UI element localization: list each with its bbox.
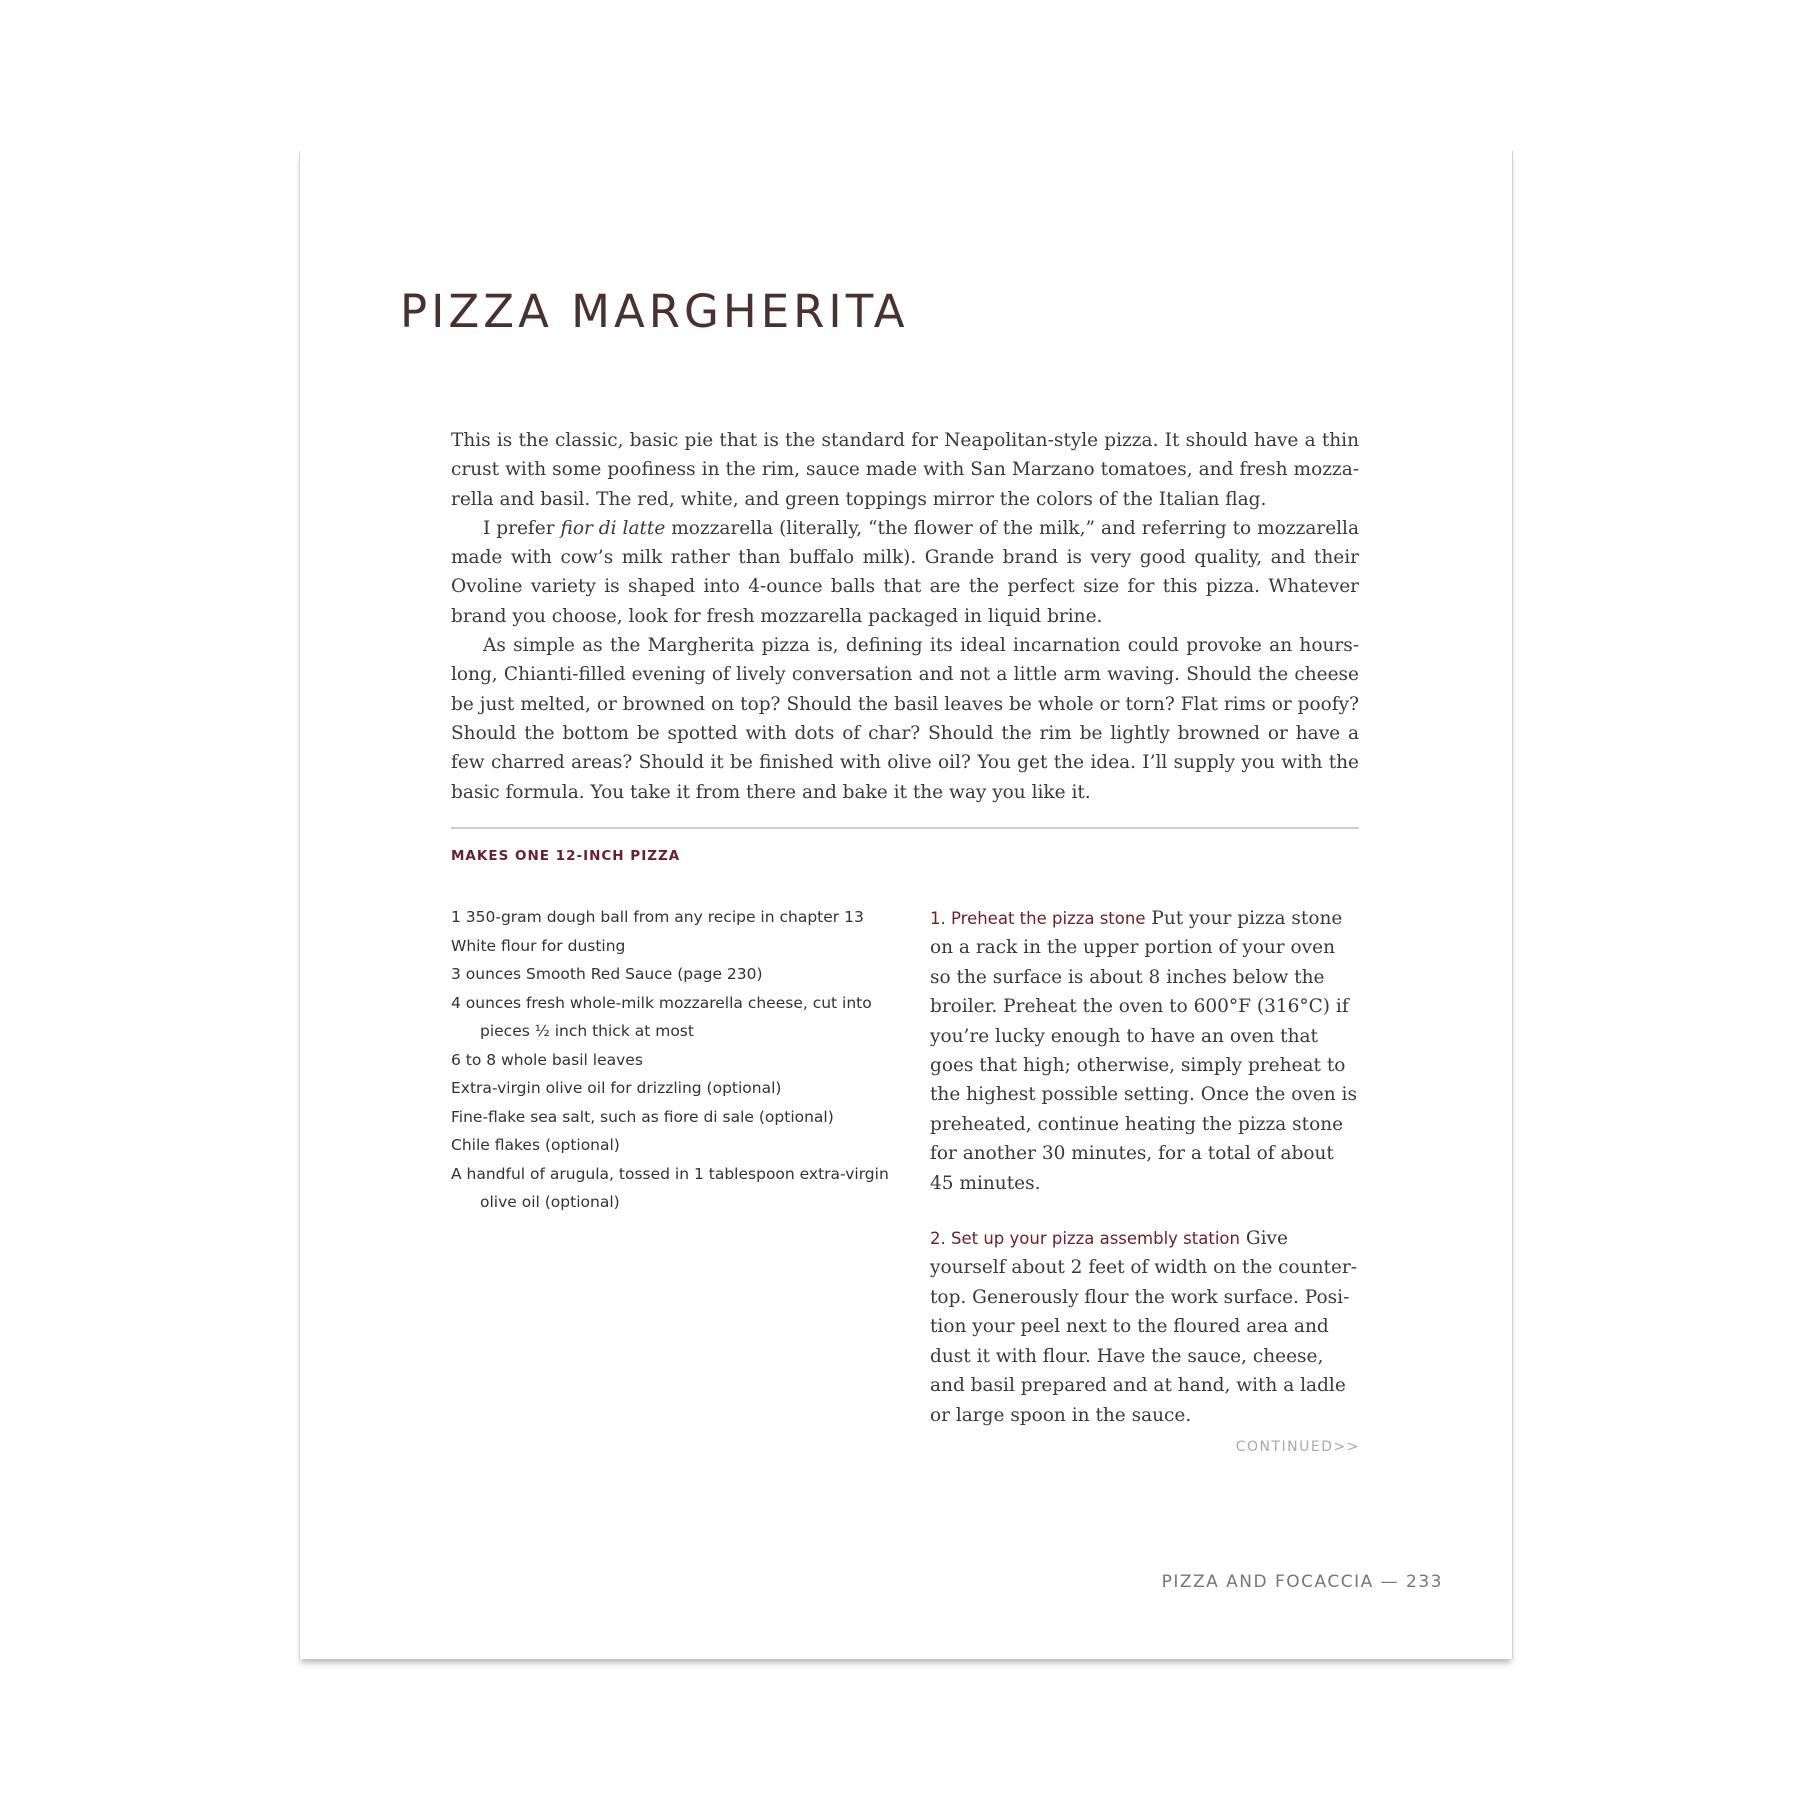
step-1-heading: 1. Preheat the pizza stone — [930, 909, 1146, 928]
intro-paragraph-2 — [451, 514, 1359, 631]
continued-label: CONTINUED>> — [1235, 1439, 1360, 1455]
yield-label: MAKES ONE 12-INCH PIZZA — [451, 848, 681, 864]
step-2 — [930, 1224, 1360, 1430]
section-divider — [451, 827, 1359, 829]
ingredient-item: Fine-flake sea salt, such as fiore di sale (optional) — [451, 1107, 834, 1126]
ingredients-list — [451, 903, 891, 1217]
page-footer: PIZZA AND FOCACCIA — 233 — [1161, 1572, 1443, 1592]
ingredient-item: Chile flakes (optional) — [451, 1136, 620, 1154]
ingredient-item: 1 350-gram dough ball from any recipe in chapter 13 — [451, 908, 864, 926]
book-page — [299, 151, 1513, 1659]
intro-paragraph-2-start: I prefer — [483, 517, 561, 539]
ingredient-item: White flour for dusting — [451, 936, 626, 955]
ingredient-item: 3 ounces Smooth Red Sauce (page 230) — [451, 965, 763, 983]
step-1 — [930, 904, 1360, 1198]
method-steps — [930, 904, 1360, 1456]
italic-term: fior di latte — [560, 517, 666, 539]
intro-paragraph-1: This is the classic, basic pie that is the standard for Neapolitan-style pizza. It should have a thin crust with some poofiness in the rim, sauce made with San Marzano tomatoes, and fresh mozzarella and basil. The red, white, and green toppings mirror the colors of the Italian flag. — [451, 430, 1359, 510]
step-2-heading: 2. Set up your pizza assembly station — [930, 1229, 1240, 1249]
ingredient-item: 4 ounces fresh whole-milk mozzarella cheese, cut into pieces ½ inch thick at most — [451, 993, 872, 1040]
step-2-text: Give yourself about 2 feet of width on the countertop. Generously flour the work surface. Position your peel next to the floured area and dust it with flour. Have the sauce, cheese, and basil prepared and at hand, with a ladle or large spoon in the sauce. — [930, 1228, 1358, 1426]
intro-text — [451, 426, 1359, 807]
recipe-title: PIZZA MARGHERITA — [400, 285, 909, 338]
ingredient-item: Extra-virgin olive oil for drizzling (optional) — [451, 1079, 782, 1097]
ingredient-item: 6 to 8 whole basil leaves — [451, 1050, 643, 1069]
ingredient-item: A handful of arugula, tossed in 1 tablespoon extra-virgin olive oil (optional) — [451, 1164, 889, 1211]
intro-paragraph-3: As simple as the Margherita pizza is, defining its ideal incarnation could provoke an hours-long, Chianti-filled evening of lively conversation and not a little arm waving. Should the cheese be just melted, or browned on top? Should the basil leaves be whole or torn? Flat rims or poofy? Should the bottom be spotted with dots of char? Should the rim be lightly browned or have a few charred areas? Should it be finished with olive oil? You get the idea. I’ll supply you with the basic formula. You take it from there and bake it the way you like it. — [451, 635, 1359, 803]
step-1-text: Put your pizza stone on a rack in the upper portion of your oven so the surface is about 8 inches below the broiler. Preheat the oven to 600°F (316°C) if you’re lucky enough to have an oven that goes that high; otherwise, simply preheat to the highest possible setting. Once the oven is preheated, continue heating the pizza stone for another 30 minutes, for a total of about 45 minutes. — [930, 908, 1357, 1194]
intro-paragraph-2-rest: mozzarella (literally, “the flower of the milk,” and referring to mozzarella made with cow’s milk rather than buffalo milk). Grande brand is very good quality, and their Ovoline variety is shaped into 4-ounce balls that are the perfect size for this pizza. Whatever brand you choose, look for fresh mozzarella packaged in liquid brine. — [451, 517, 1360, 627]
